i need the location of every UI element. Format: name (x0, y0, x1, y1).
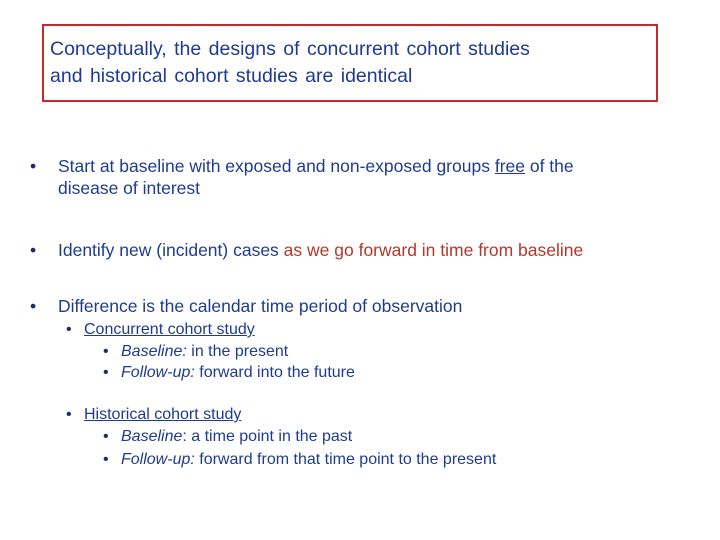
bullet-dot: • (30, 240, 37, 260)
followup-label: Follow-up: (121, 364, 195, 381)
slide-title (50, 36, 654, 90)
concurrent-baseline (103, 342, 683, 362)
followup-text: forward from that time point to the present (194, 451, 497, 468)
historical-baseline (103, 427, 683, 447)
bullet-text-free: free (494, 156, 525, 176)
bullet-dot: • (103, 451, 109, 468)
bullet-text-line2: disease of interest (58, 178, 201, 198)
bullet-dot: • (103, 364, 109, 381)
bullet-dot: • (66, 321, 72, 338)
bullet-text (58, 239, 583, 261)
baseline-label: Baseline: (121, 343, 187, 360)
concurrent-heading-text: Concurrent cohort study (84, 321, 255, 338)
historical-heading-text: Historical cohort study (84, 406, 242, 423)
historical-followup (103, 450, 683, 470)
bullet-dot: • (30, 296, 37, 316)
bullet-text (58, 155, 574, 199)
bullet-dot: • (103, 343, 109, 360)
bullet-difference (30, 295, 700, 319)
historical-heading (66, 405, 666, 425)
bullet-text-start: Start at baseline with exposed and non-exposed groups (58, 156, 495, 176)
bullet-text: Difference is the calendar time period of observation (58, 296, 463, 316)
bullet-incident (30, 239, 700, 263)
bullet-text-end: of the (524, 156, 574, 176)
title-line-2: and historical cohort studies are identical (50, 65, 413, 87)
concurrent-heading (66, 320, 666, 340)
baseline-text: in the present (186, 343, 289, 360)
bullet-baseline (30, 155, 700, 203)
bullet-dot: • (30, 156, 37, 176)
bullet-text-start: Identify new (incident) cases (58, 240, 284, 260)
title-line-1: Conceptually, the designs of concurrent cohort studies (50, 38, 530, 60)
baseline-text: : a time point in the past (182, 428, 353, 445)
bullet-dot: • (66, 406, 72, 423)
bullet-dot: • (103, 428, 109, 445)
concurrent-followup (103, 363, 683, 383)
followup-label: Follow-up: (121, 451, 195, 468)
followup-text: forward into the future (194, 364, 355, 381)
baseline-label: Baseline (121, 428, 183, 445)
bullet-text-end: as we go forward in time from baseline (283, 240, 584, 260)
